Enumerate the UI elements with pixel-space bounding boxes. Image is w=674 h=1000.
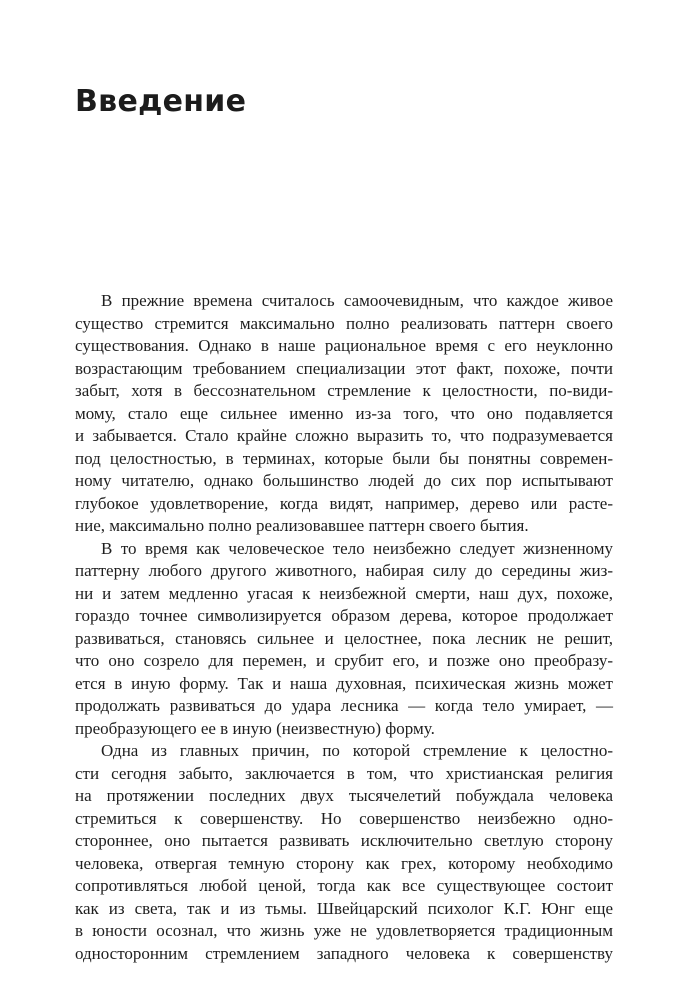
chapter-title: Введение	[75, 84, 247, 119]
text-line: в юности осознал, что жизнь уже не удовлетворяется традиционным	[75, 921, 613, 940]
text-line: преобразующего ее в иную (неизвестную) форму.	[75, 718, 435, 738]
paragraph-3	[75, 740, 613, 965]
text-line: как из света, так и из тьмы. Швейцарский психолог К.Г. Юнг еще	[75, 898, 613, 918]
text-line: паттерну любого другого животного, набирая силу до середины жиз-	[75, 561, 613, 580]
text-line: возрастающим требованием специализации этот факт, похоже, почти	[75, 358, 613, 378]
paragraph-1	[75, 290, 613, 538]
text-line: гораздо точнее символизируется образом дерева, которое продолжает	[75, 606, 613, 625]
text-line: продолжать развиваться до удара лесника — когда тело умирает, —	[75, 696, 613, 715]
paragraph-2	[75, 538, 613, 741]
text-line: ется в иную форму. Так и наша духовная, психическая жизнь может	[75, 673, 613, 693]
text-line: сти сегодня забыто, заключается в том, что христианская религия	[75, 763, 613, 783]
text-line: сопротивляться любой ценой, тогда как все существующее состоит	[75, 876, 613, 895]
text-line: стороннее, оно пытается развивать исключительно светлую сторону	[75, 831, 613, 850]
text-line: односторонним стремлением западного человека к совершенству	[75, 943, 613, 963]
text-line: мому, стало еще сильнее именно из-за того, что оно подавляется	[75, 403, 613, 423]
text-line: под целостностью, в терминах, которые были бы понятны современ-	[75, 448, 613, 468]
text-line: и забывается. Стало крайне сложно выразить то, что подразумевается	[75, 426, 613, 445]
text-line: что оно созрело для перемен, и срубит его, и позже оно преобразу-	[75, 651, 613, 670]
text-line: ному читателю, однако большинство людей до сих пор испытывают	[75, 471, 613, 490]
text-line: ни и затем медленно угасая к неизбежной смерти, наш дух, похоже,	[75, 583, 613, 603]
text-line: глубокое удовлетворение, когда видят, например, дерево или расте-	[75, 493, 613, 513]
text-line: ние, максимально полно реализовавшее паттерн своего бытия.	[75, 516, 529, 535]
text-line: забыт, хотя в бессознательном стремление к целостности, по-види-	[75, 381, 613, 400]
text-line: В прежние времена считалось самоочевидным, что каждое живое	[101, 291, 613, 310]
text-line: стремиться к совершенству. Но совершенство неизбежно одно-	[75, 808, 613, 828]
text-line: Одна из главных причин, по которой стремление к целостно-	[101, 741, 613, 760]
text-line: существо стремится максимально полно реализовать паттерн своего	[75, 313, 613, 333]
text-line: В то время как человеческое тело неизбежно следует жизненному	[101, 538, 613, 558]
text-line: человека, отвергая темную сторону как грех, которому необходимо	[75, 853, 613, 873]
text-line: существования. Однако в наше рациональное время с его неуклонно	[75, 336, 613, 355]
text-line: развиваться, становясь сильнее и целостнее, пока лесник не решит,	[75, 628, 613, 648]
chapter-body	[75, 290, 613, 965]
text-line: на протяжении последних двух тысячелетий побуждала человека	[75, 786, 613, 805]
